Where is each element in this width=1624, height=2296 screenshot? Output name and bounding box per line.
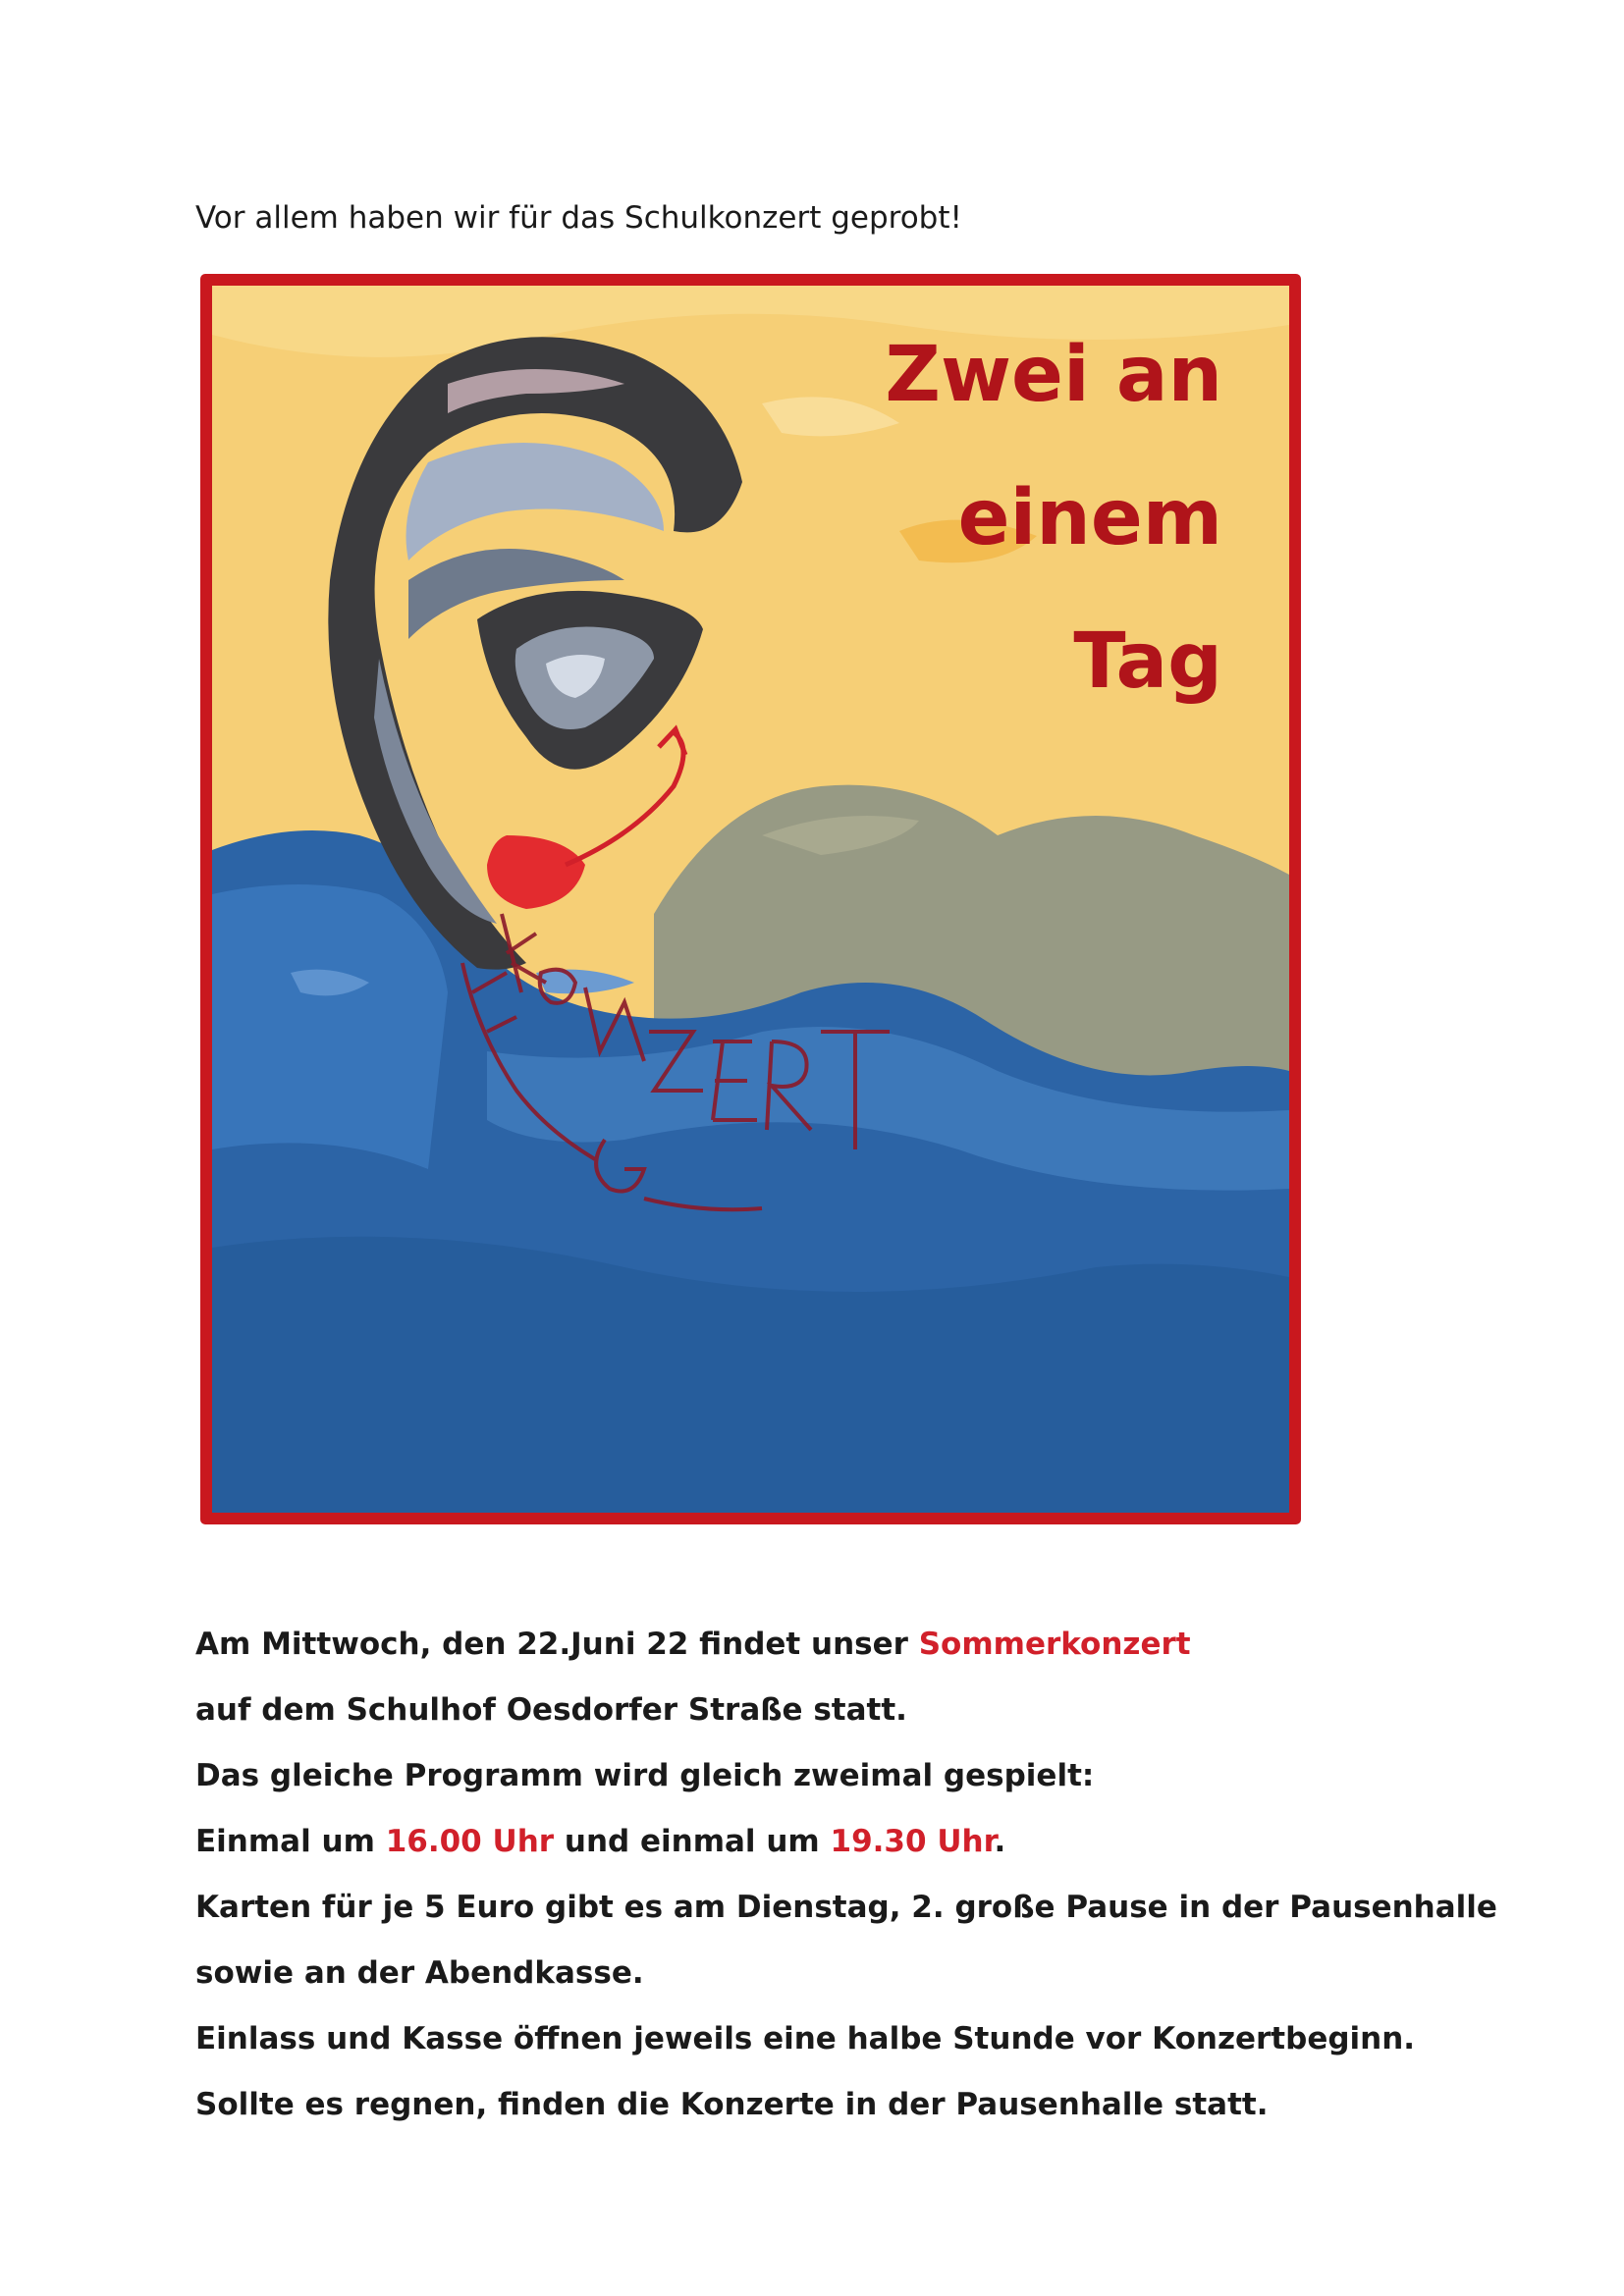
- time-first: 16.00 Uhr: [385, 1824, 555, 1859]
- info-line-date-text: Am Mittwoch, den 22.Juni 22 findet unser: [195, 1627, 919, 1662]
- info-line-box-office: sowie an der Abendkasse.: [195, 1955, 644, 1991]
- times-text-2: und einmal um: [554, 1824, 831, 1859]
- info-line-admission: Einlass und Kasse öffnen jeweils eine halbe Stunde vor Konzertbeginn.: [195, 2021, 1416, 2056]
- info-line-program: Das gleiche Programm wird gleich zweimal gespielt:: [195, 1758, 1095, 1793]
- time-second: 19.30 Uhr: [830, 1824, 995, 1859]
- poster-title-line-3: Tag: [1073, 617, 1222, 706]
- concert-info: [195, 1623, 1550, 2149]
- info-line-location: auf dem Schulhof Oesdorfer Straße statt.: [195, 1692, 907, 1728]
- poster-title: [885, 303, 1222, 733]
- poster-title-line-2: einem: [957, 474, 1222, 562]
- info-line-tickets: Karten für je 5 Euro gibt es am Dienstag, 2. große Pause in der Pausenhalle: [195, 1890, 1497, 1925]
- info-line-times: [195, 1820, 1550, 1886]
- times-text-3: .: [994, 1824, 1006, 1859]
- times-text-1: Einmal um: [195, 1824, 386, 1859]
- info-line-rain: Sollte es regnen, finden die Konzerte in der Pausenhalle statt.: [195, 2087, 1269, 2122]
- intro-text: Vor allem haben wir für das Schulkonzert geprobt!: [195, 200, 962, 236]
- poster-title-line-1: Zwei an: [885, 331, 1222, 419]
- concert-poster: [200, 274, 1301, 1524]
- sommerkonzert-highlight: Sommerkonzert: [918, 1627, 1191, 1662]
- info-line-date: [195, 1623, 1550, 1688]
